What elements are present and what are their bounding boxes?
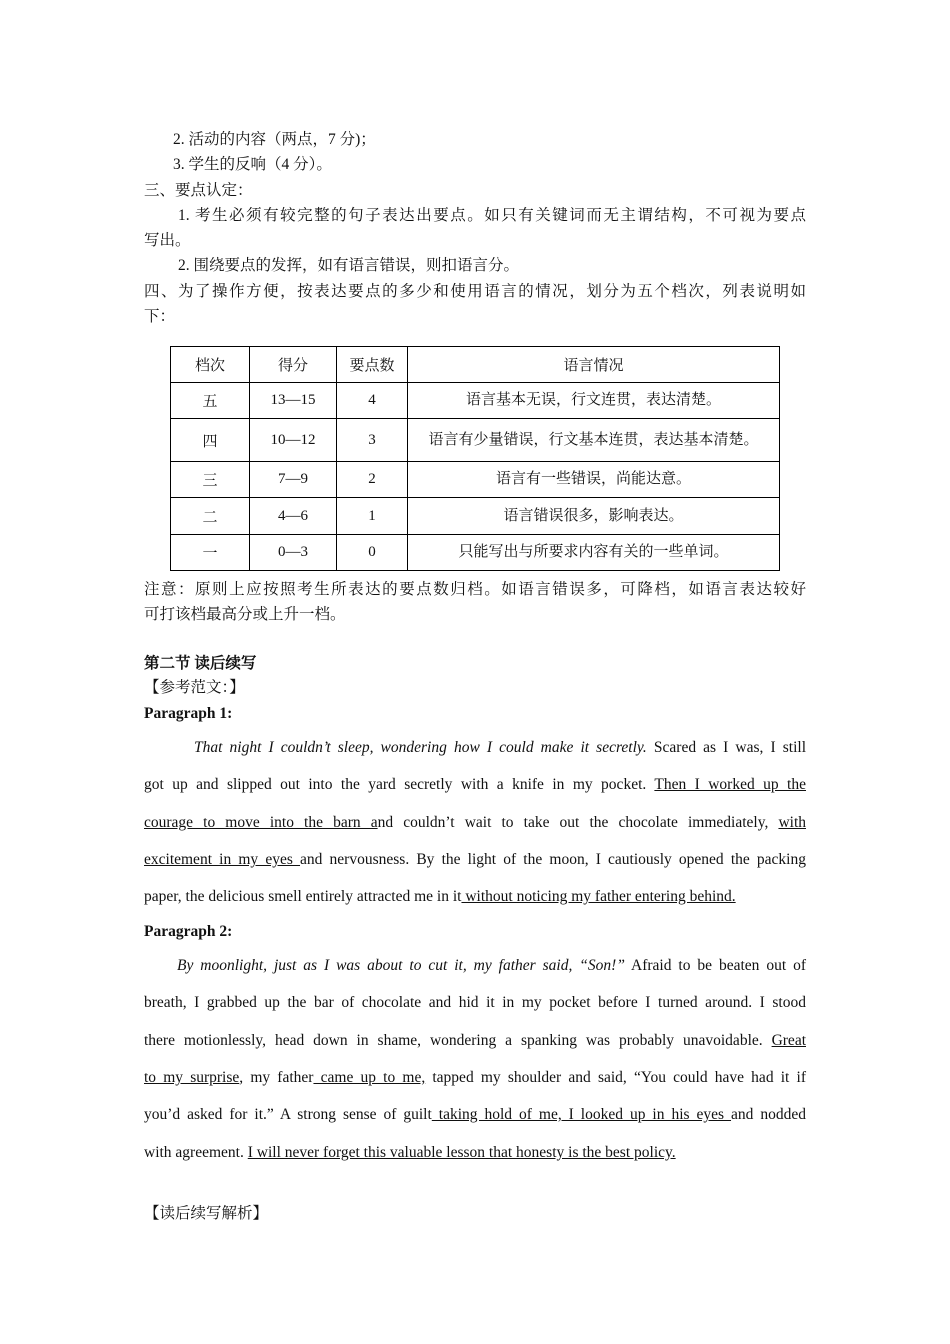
table-cell: 五 [171, 383, 250, 419]
section-2-title: 第二节 读后续写 [144, 655, 257, 672]
table-cell: 四 [171, 419, 250, 462]
text-run: got up and slipped out into the yard secretly with a knife in my pocket. [144, 776, 655, 793]
paragraph-1-line-3 [144, 814, 806, 832]
table-cell: 语言有少量错误，行文基本连贯，表达基本清楚。 [408, 419, 780, 462]
rubric-item-2: 2. 活动的内容（两点，7 分)； [173, 131, 376, 148]
table-row [171, 498, 780, 535]
table-cell: 0—3 [250, 535, 337, 571]
paragraph-1-line-2 [144, 776, 806, 794]
underlined-phrase: taking hold of me, I looked up in his eyes [431, 1106, 732, 1123]
paragraph-2-line-3 [144, 1032, 806, 1050]
table-header-cell: 档次 [171, 347, 250, 383]
section-3-heading: 三、要点认定： [144, 182, 253, 199]
note-line-1: 注意：原则上应按照考生所表达的要点数归档。如语言错误多，可降档，如语言表达较好 [144, 581, 806, 598]
paragraph-2-line-5 [144, 1106, 806, 1124]
table-cell: 一 [171, 535, 250, 571]
rubric-item-3: 3. 学生的反响（4 分）。 [173, 156, 332, 173]
text-run: and nervousness. By the light of the moon, I cautiously opened the packing [300, 851, 806, 868]
story-prompt-italic: By moonlight, just as I was about to cut it, my father said, “Son!” [177, 957, 625, 974]
paragraph-1-heading: Paragraph 1: [144, 705, 233, 722]
text-run: , my father [239, 1069, 314, 1086]
table-cell: 0 [337, 535, 408, 571]
table-cell: 4—6 [250, 498, 337, 535]
table-cell: 13—15 [250, 383, 337, 419]
underlined-phrase: to my surprise [144, 1069, 240, 1086]
table-cell: 1 [337, 498, 408, 535]
table-row [171, 383, 780, 419]
text-run: there motionlessly, head down in shame, wondering a spanking was probably unavoidable. [144, 1032, 772, 1049]
underlined-phrase: courage to move into the barn a [144, 814, 378, 831]
text-run: you’d asked for it.” A strong sense of guilt [144, 1106, 432, 1123]
section-3-item-1-line-1: 1. 考生必须有较完整的句子表达出要点。如只有关键词而无主谓结构，不可视为要点 [178, 207, 806, 224]
table-cell: 语言错误很多，影响表达。 [408, 498, 780, 535]
underlined-phrase: excitement in my eyes [144, 851, 301, 868]
section-4-line-2: 下： [144, 308, 176, 325]
text-run: paper, the delicious smell entirely attracted me in it [144, 888, 462, 905]
section-3-item-1-line-2: 写出。 [144, 232, 191, 249]
section-4-line-1: 四、为了操作方便，按表达要点的多少和使用语言的情况，划分为五个档次，列表说明如 [144, 283, 806, 300]
text-run: Scared as I was, I still [646, 739, 806, 756]
underlined-phrase: with [778, 814, 806, 831]
underlined-phrase: without noticing my father entering behind. [461, 888, 736, 905]
paragraph-2-line-4 [144, 1069, 806, 1087]
table-cell: 10—12 [250, 419, 337, 462]
table-row [171, 419, 780, 462]
table-cell: 三 [171, 462, 250, 498]
table-header-cell: 要点数 [337, 347, 408, 383]
table-row [171, 535, 780, 571]
section-3-item-2: 2. 围绕要点的发挥，如有语言错误，则扣语言分。 [178, 257, 520, 274]
story-prompt-italic: That night I couldn’t sleep, wondering how I could make it secretly. [194, 739, 647, 756]
text-run: with agreement. [144, 1144, 248, 1161]
paragraph-2-line-1 [177, 957, 806, 975]
text-run: Afraid to be beaten out of [624, 957, 807, 974]
table-cell: 3 [337, 419, 408, 462]
paragraph-2-line-2: breath, I grabbed up the bar of chocolate and hid it in my pocket before I turned around. I stood [144, 994, 806, 1011]
table-cell: 7—9 [250, 462, 337, 498]
paragraph-1-line-4 [144, 851, 806, 869]
reference-label: 【参考范文：】 [144, 679, 245, 696]
text-run: nd couldn’t wait to take out the chocolate immediately, [377, 814, 779, 831]
underlined-phrase: I will never forget this valuable lesson that honesty is the best policy. [247, 1144, 676, 1161]
paragraph-1-line-5 [144, 888, 736, 906]
table-cell: 语言有一些错误，尚能达意。 [408, 462, 780, 498]
underlined-phrase: came up to me, [313, 1069, 426, 1086]
text-run: and nodded [731, 1106, 807, 1123]
table-row [171, 462, 780, 498]
underlined-phrase: Great [771, 1032, 806, 1049]
analysis-label: 【读后续写解析】 [144, 1205, 269, 1222]
paragraph-2-line-6 [144, 1144, 676, 1162]
note-line-2: 可打该档最高分或上升一档。 [144, 606, 346, 623]
underlined-phrase: Then I worked up the [654, 776, 806, 793]
table-cell: 语言基本无误，行文连贯，表达清楚。 [408, 383, 780, 419]
table-header-row [171, 347, 780, 383]
text-run: tapped my shoulder and said, “You could have had it if [425, 1069, 806, 1086]
table-cell: 2 [337, 462, 408, 498]
table-header-cell: 得分 [250, 347, 337, 383]
scoring-table [170, 346, 780, 571]
table-cell: 4 [337, 383, 408, 419]
table-header-cell: 语言情况 [408, 347, 780, 383]
table-cell: 只能写出与所要求内容有关的一些单词。 [408, 535, 780, 571]
table-cell: 二 [171, 498, 250, 535]
paragraph-2-heading: Paragraph 2: [144, 923, 233, 940]
paragraph-1-line-1 [194, 739, 806, 757]
